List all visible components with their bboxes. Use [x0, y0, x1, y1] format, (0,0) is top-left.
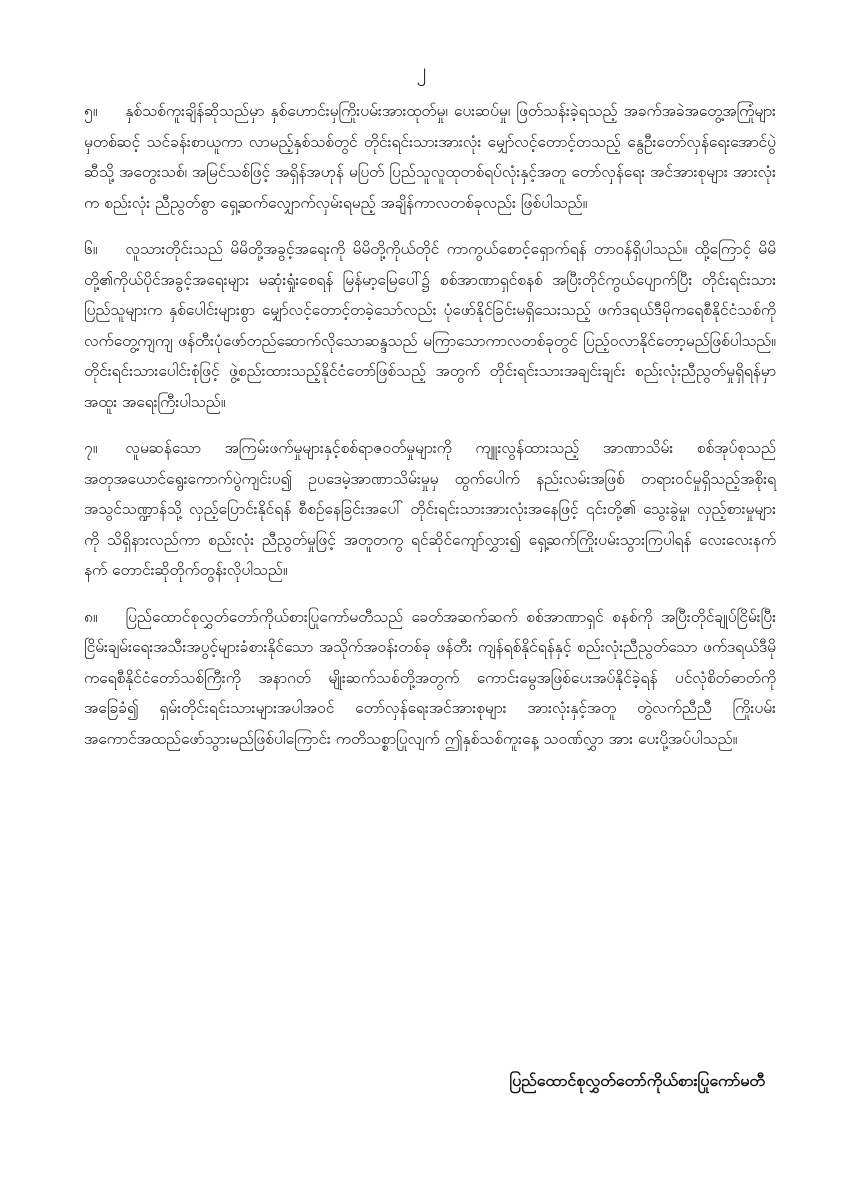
- document-body: [84, 96, 776, 770]
- paragraph-text: လူမဆန်သော အကြမ်းဖက်မှုများနှင့်စစ်ရာဇဝတ်မှုများကို ကျူးလွန်ထားသည့် အာဏာသိမ်း စစ်အုပ်စုသည် အတုအယောင်ရွေးကောက်ပွဲကျင်းပ၍ ဥပဒေမဲ့အာဏာသိမ်းမှုမှ ထွက်ပေါက် နည်းလမ်းအဖြစ် တရားဝင်မှုရှိသည့်အစိုးရအသွင်သဏ္ဍာန်သို့ လှည့်ပြောင်းနိုင်ရန် စီစဉ်နေခြင်းအပေါ် တိုင်းရင်းသားအားလုံးအနေဖြင့် ၎င်းတို့၏ သွေးခွဲမှု၊ လှည့်စားမှုများကို သိရှိနားလည်ကာ စည်းလုံး ညီညွတ်မှုဖြင့် အတူတကွ ရင်ဆိုင်ကျော်လွှား၍ ရှေ့ဆက်ကြိုးပမ်းသွားကြပါရန် လေးလေးနက်နက် တောင်းဆိုတိုက်တွန်းလိုပါသည်။: [84, 439, 776, 579]
- paragraph-5: [84, 96, 776, 218]
- paragraph-6: [84, 234, 776, 417]
- paragraph-text: ပြည်ထောင်စုလွှတ်တော်ကိုယ်စားပြုကော်မတီသည် ခေတ်အဆက်ဆက် စစ်အာဏာရှင် စနစ်ကို အပြီးတိုင်ချုပ်ငြိမ်းပြီး ငြိမ်းချမ်းရေးအသီးအပွင့်များခံစားနိုင်သော အသိုက်အဝန်းတစ်ခု ဖန်တီး ကျန်ရစ်နိုင်ရန်နှင့် စည်းလုံးညီညွတ်သော ဖက်ဒရယ်ဒီမိုကရေစီနိုင်ငံတော်သစ်ကြီးကို အနာဂတ် မျိုးဆက်သစ်တို့အတွက် ကောင်းမွေအဖြစ်ပေးအပ်နိုင်ခဲ့ရန် ပင်လုံစိတ်ဓာတ်ကို အခြေခံ၍ ရှမ်းတိုင်းရင်းသားများအပါအဝင် တော်လှန်ရေးအင်အားစုများ အားလုံးနှင့်အတူ တွဲလက်ညီညီ ကြိုးပမ်းအကောင်အထည်ဖော်သွားမည်ဖြစ်ပါကြောင်း ကတိသစ္စာပြုလျက် ဤနှစ်သစ်ကူးနေ့ သဝဏ်လွှာ အား ပေးပို့အပ်ပါသည်။: [84, 607, 776, 748]
- paragraph-number: ၇။: [84, 439, 98, 457]
- paragraph-8: [84, 602, 776, 755]
- paragraph-number: ၈။: [84, 607, 98, 626]
- signature-committee-name: ပြည်ထောင်စုလွှတ်တော်ကိုယ်စားပြုကော်မတီ: [509, 1071, 765, 1090]
- paragraph-7: [84, 433, 776, 586]
- paragraph-text: နှစ်သစ်ကူးချိန်ဆိုသည်မှာ နှစ်ဟောင်းမှကြိုးပမ်းအားထုတ်မှု၊ ပေးဆပ်မှု၊ ဖြတ်သန်းခဲ့ရသည့် အခက်အခဲအတွေ့အကြုံများမှတစ်ဆင့် သင်ခန်းစာယူကာ လာမည့်နှစ်သစ်တွင် တိုင်းရင်းသားအားလုံး မျှော်လင့်တောင့်တသည့် နွေဦးတော်လှန်ရေးအောင်ပွဲဆီသို့ အတွေးသစ်၊ အမြင်သစ်ဖြင့် အရှိန်အဟုန် မပြတ် ပြည်သူလူထုတစ်ရပ်လုံးနှင့်အတူ တော်လှန်ရေး အင်အားစုများ အားလုံးက စည်းလုံး ညီညွတ်စွာ ရှေ့ဆက်လျှောက်လှမ်းရမည့် အချိန်ကာလတစ်ခုလည်း ဖြစ်ပါသည်။: [84, 102, 776, 212]
- paragraph-text: လူသားတိုင်းသည် မိမိတို့အခွင့်အရေးကို မိမိတို့ကိုယ်တိုင် ကာကွယ်စောင့်ရှောက်ရန် တာဝန်ရှိပါသည်။ ထို့ကြောင့် မိမိတို့၏ကိုယ်ပိုင်အခွင့်အရေးများ မဆုံးရှုံးစေရန် မြန်မာ့မြေပေါ်၌ စစ်အာဏာရှင်စနစ် အပြီးတိုင်ကွယ်ပျောက်ပြီး တိုင်းရင်းသား ပြည်သူများက နှစ်ပေါင်းများစွာ မျှော်လင့်တောင့်တခဲ့သော်လည်း ပုံဖော်နိုင်ခြင်းမရှိသေးသည့် ဖက်ဒရယ်ဒီမိုကရေစီနိုင်ငံသစ်ကို လက်တွေ့ကျကျ ဖန်တီးပုံဖော်တည်ဆောက်လိုသောဆန္ဒသည် မကြာသောကာလတစ်ခုတွင် ပြည့်ဝလာနိုင်တော့မည်ဖြစ်ပါသည်။ တိုင်းရင်းသားပေါင်းစုံဖြင့် ဖွဲ့စည်းထားသည့်နိုင်ငံတော်ဖြစ်သည့် အတွက် တိုင်းရင်းသားအချင်းချင်း စည်းလုံးညီညွတ်မှုရှိရန်မှာ အထူး အရေးကြီးပါသည်။: [84, 240, 776, 411]
- paragraph-number: ၅။: [84, 102, 98, 120]
- page-number: ၂: [416, 58, 427, 82]
- paragraph-number: ၆။: [84, 240, 98, 258]
